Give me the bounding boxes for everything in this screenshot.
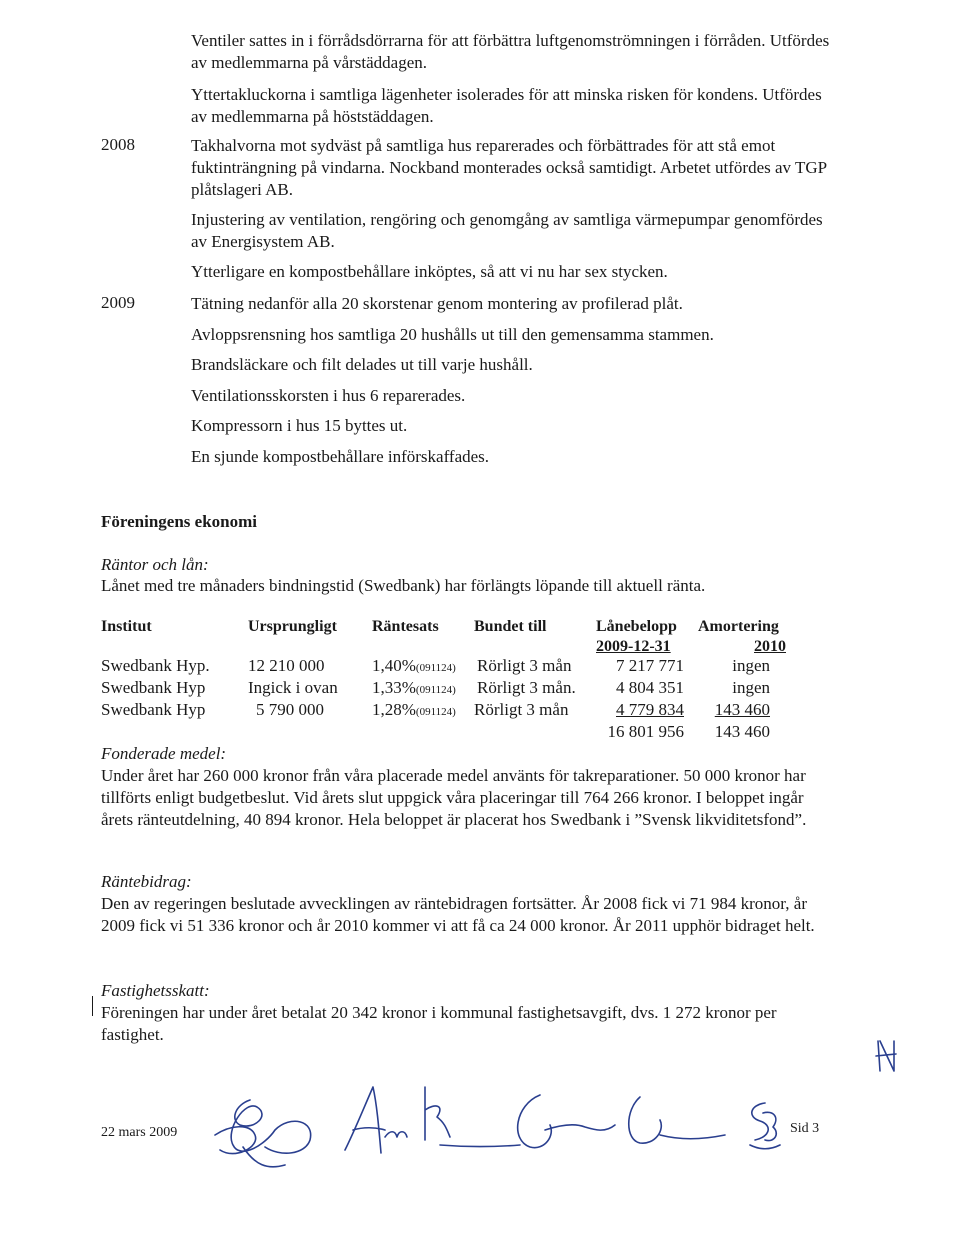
table-row-3-rate-value: 1,28% xyxy=(372,700,416,719)
table-row-1-ursprungligt: 12 210 000 xyxy=(248,656,325,675)
table-row-1-rate xyxy=(372,656,456,676)
maintenance-intro-2: Yttertakluckorna i samtliga lägenheter isolerades för att minska risken för kondens. Utfördes av medlemmarna på höststäddagen. xyxy=(191,85,822,126)
col-header-ursprungligt: Ursprungligt xyxy=(248,618,337,635)
table-row-3-institut: Swedbank Hyp xyxy=(101,700,206,719)
initials-mark xyxy=(872,1036,902,1076)
year-2009-label: 2009 xyxy=(101,293,135,312)
tax-text: Föreningen har under året betalat 20 342 kronor i kommunal fastighetsavgift, dvs. 1 272 kronor per fastighet. xyxy=(101,1003,777,1044)
signature-2 xyxy=(335,1075,525,1165)
revision-bar xyxy=(92,996,93,1016)
item-2009-compressor: Kompressorn i hus 15 byttes ut. xyxy=(191,416,408,435)
table-row-3-rate-date: (091124) xyxy=(415,706,456,718)
subsidy-text: Den av regeringen beslutade avvecklingen av räntebidragen fortsätter. År 2008 fick vi 71 984 kronor, år 2009 fick vi 51 336 kronor och år 2010 kommer vi att få ca 24 000 kronor. År 2011 upphör bidraget helt. xyxy=(101,894,815,935)
item-2009-drain: Avloppsrensning hos samtliga 20 hushålls ut till den gemensamma stammen. xyxy=(191,325,714,344)
item-2009-vent-chimney: Ventilationsskorsten i hus 6 reparerades. xyxy=(191,386,466,405)
col-header-institut: Institut xyxy=(101,618,152,635)
table-row-2-ursprungligt: Ingick i ovan xyxy=(248,678,338,697)
loans-text: Lånet med tre månaders bindningstid (Swedbank) har förlängts löpande till aktuell ränta. xyxy=(101,576,706,595)
table-total-lanebelopp: 16 801 956 xyxy=(607,722,684,741)
col-header-rantesats: Räntesats xyxy=(372,618,439,635)
table-row-2-rate-date: (091124) xyxy=(415,684,456,696)
col-header-lanebelopp: Lånebelopp xyxy=(596,618,677,635)
tax-heading: Fastighetsskatt: xyxy=(101,981,210,1000)
loans-heading: Räntor och lån: xyxy=(101,555,209,574)
table-row-1-bundet: Rörligt 3 mån xyxy=(477,656,572,675)
item-2008-roof: Takhalvorna mot sydväst på samtliga hus reparerades och förbättrades för att stå emot fuktinträngning på vindarna. Nockband monterades också samtidigt. Arbetet utfördes av TGP plåtslageri AB. xyxy=(191,136,827,199)
year-2008-label: 2008 xyxy=(101,135,135,154)
table-row-2-rate-value: 1,33% xyxy=(372,678,416,697)
footer-page-number: Sid 3 xyxy=(790,1121,820,1136)
item-2008-ventilation: Injustering av ventilation, rengöring och genomgång av samtliga värmepumpar genomfördes av Energisystem AB. xyxy=(191,210,823,251)
item-2009-extinguisher: Brandsläckare och filt delades ut till varje hushåll. xyxy=(191,355,533,374)
table-row-3-amortering: 143 460 xyxy=(714,700,770,719)
item-2009-compost: En sjunde kompostbehållare införskaffades. xyxy=(191,447,490,466)
table-row-3-bundet: Rörligt 3 mån xyxy=(474,700,569,719)
funds-heading: Fonderade medel: xyxy=(101,744,227,763)
table-row-2-bundet: Rörligt 3 mån. xyxy=(477,678,576,697)
table-row-3-rate xyxy=(372,700,456,720)
signature-1 xyxy=(195,1085,325,1175)
item-2008-compost: Ytterligare en kompostbehållare inköptes, så att vi nu har sex stycken. xyxy=(191,262,668,281)
table-row-1-institut: Swedbank Hyp. xyxy=(101,656,210,675)
footer-date: 22 mars 2009 xyxy=(101,1125,178,1140)
table-row-1-rate-value: 1,40% xyxy=(372,656,416,675)
col-header-amortering: Amortering xyxy=(698,618,779,635)
table-row-2-institut: Swedbank Hyp xyxy=(101,678,206,697)
table-row-1-amortering: ingen xyxy=(732,656,770,675)
table-row-2-amortering: ingen xyxy=(732,678,770,697)
economy-heading: Föreningens ekonomi xyxy=(101,512,258,531)
table-row-2-lanebelopp: 4 804 351 xyxy=(616,678,684,697)
col-header-lanebelopp-date: 2009-12-31 xyxy=(596,638,671,655)
table-row-1-lanebelopp: 7 217 771 xyxy=(616,656,684,675)
table-total-amortering: 143 460 xyxy=(714,722,770,741)
table-row-3-ursprungligt: 5 790 000 xyxy=(256,700,324,719)
subsidy-heading: Räntebidrag: xyxy=(101,872,192,891)
item-2009-chimney-seal: Tätning nedanför alla 20 skorstenar genom montering av profilerad plåt. xyxy=(191,294,683,313)
maintenance-intro-1: Ventiler sattes in i förrådsdörrarna för att förbättra luftgenomströmningen i förråden. Utfördes av medlemmarna på vårstäddagen. xyxy=(191,31,830,72)
signature-3 xyxy=(500,1085,760,1165)
signature-4 xyxy=(735,1095,785,1155)
col-header-amortering-year: 2010 xyxy=(754,638,786,655)
col-header-bundet: Bundet till xyxy=(474,618,547,635)
funds-text: Under året har 260 000 kronor från våra placerade medel använts för takreparationer. 50 000 kronor har tillförts enligt budgetbeslut. Vid årets slut uppgick våra placeringar till 764 266 kronor. I beloppet ingår årets ränteutdelning, 40 894 kronor. Hela beloppet är placerat hos Swedbank i ”Svensk likviditetsfond”. xyxy=(101,766,807,829)
table-row-2-rate xyxy=(372,678,456,698)
table-row-3-lanebelopp: 4 779 834 xyxy=(616,700,684,719)
table-row-1-rate-date: (091124) xyxy=(415,662,456,674)
